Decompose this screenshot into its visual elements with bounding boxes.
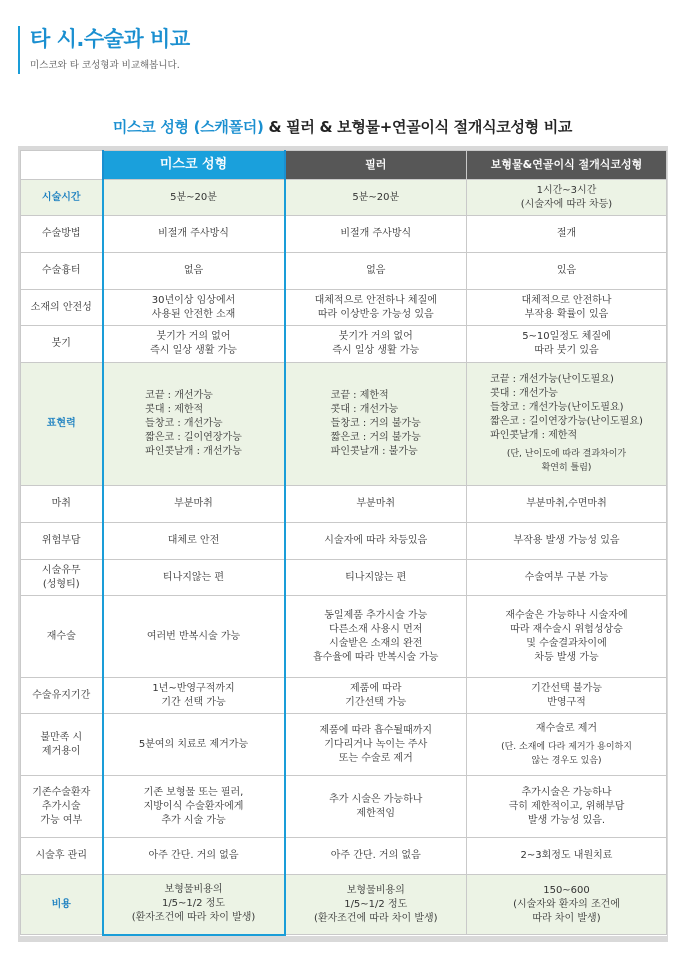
cell-implant [467,326,667,363]
cell-line: 30년이상 임상에서 [151,294,236,306]
cell-line: 추가시술은 가능하나 [521,786,612,798]
cell-line: 즉시 일상 생활 가능 [332,345,420,356]
table-row [21,560,667,596]
cell-line: 부분마취,수면마취 [526,498,607,509]
table-row [21,875,667,935]
cell-line: 붓기가 거의 없어 [156,331,231,342]
cell-line: 시술후 관리 [35,850,87,861]
cell-line: 코끝 : 제한적 [330,390,389,401]
cell-line: 재수술 [46,630,76,642]
cell-line: 수술여부 구분 가능 [524,571,609,583]
cell-line: (시술자와 환자의 조건에 [513,898,620,910]
cell-line: 따라 차이 발생) [532,912,601,924]
cell-line: 절개 [556,228,577,239]
cell-line: 시술받은 소재의 완전 [329,637,423,649]
cell-implant [467,838,667,875]
column-header-misco: 미스코 성형 [103,151,285,180]
cell-line: 코끝 : 개선가능 [145,390,213,401]
row-label [21,326,103,363]
cell-line: 제품에 따라 흡수될때까지 [319,724,433,736]
cell-misco [103,714,285,776]
cell-misco [103,523,285,560]
cell-misco [103,486,285,523]
cell-line: 티나지않는 편 [162,571,225,583]
cell-line: 5~10일정도 체질에 [522,331,611,342]
cell-filler [285,180,467,216]
cell-line: 제품에 따라 [350,682,402,694]
cell-filler [285,216,467,253]
cell-line: 파인콧날개 : 불가능 [330,446,418,457]
cell-filler [285,486,467,523]
cell-line: 붓기 [51,338,71,349]
cell-filler [285,523,467,560]
cell-filler [285,596,467,678]
cell-implant [467,486,667,523]
cell-line: 재수술로 제거 [535,722,598,734]
cell-line: 파인콧날개 : 제한적 [490,430,578,441]
cell-note-line: (단. 소재에 다라 제거가 용이하지 [501,741,632,752]
row-label [21,776,103,838]
cell-line: 따라 붓기 있음 [534,345,599,356]
cell-line: 들창코 : 거의 불가능 [330,418,421,429]
row-label [21,838,103,875]
cell-line: 동일제품 추가시술 가능 [324,609,428,621]
cell-line: 즉시 일상 생활 가능 [150,345,237,356]
cell-line: 부분마취 [356,498,396,509]
row-label [21,523,103,560]
cell-line: 비절개 주사방식 [340,228,412,239]
table-row [21,714,667,776]
cell-note-line: 않는 경우도 있음) [531,755,602,766]
row-label [21,875,103,935]
cell-implant [467,776,667,838]
table-row [21,523,667,560]
cell-implant-note [471,447,662,475]
table-row [21,486,667,523]
cell-line: 시술유무 [41,564,81,576]
cell-filler [285,363,467,486]
comparison-title [0,116,685,137]
cell-line: 수술방법 [41,228,81,239]
cell-line: 재수술은 가능하나 시술자에 [505,609,628,621]
cell-implant [467,596,667,678]
cell-implant-note [471,740,662,768]
cell-implant [467,875,667,935]
cell-note-line: (단, 난이도에 따라 결과차이가 [506,449,627,459]
table-row [21,326,667,363]
table-row [21,776,667,838]
cell-implant [467,714,667,776]
cell-line: (환자조건에 따라 차이 발생) [313,912,438,924]
cell-line: 5분~20분 [170,191,217,203]
cell-line: 다른소재 사용시 먼저 [329,623,423,635]
row-label [21,216,103,253]
cell-line: 들창코 : 개선가능 [145,418,223,429]
comparison-title-highlight: 미스코 성형 (스캐폴더) [112,118,264,136]
cell-line: 아주 간단. 거의 없음 [330,850,421,861]
cell-filler [285,326,467,363]
cell-line: 발생 가능성 있음. [527,814,606,826]
cell-line: 짧은코 : 거의 불가능 [330,432,421,443]
cell-misco [103,326,285,363]
row-label [21,596,103,678]
row-label [21,180,103,216]
row-label [21,486,103,523]
cell-misco [103,776,285,838]
comparison-table [20,150,667,936]
cell-line: 추가 시술 가능 [161,814,226,826]
cell-misco [103,596,285,678]
cell-filler [285,560,467,596]
cell-line: 사용된 안전한 소재 [151,308,236,320]
cell-line: 5분~20분 [352,191,400,203]
cell-filler [285,290,467,326]
cell-line: 시술시간 [41,191,81,203]
cell-misco [103,875,285,935]
cell-misco [103,290,285,326]
cell-filler [285,875,467,935]
table-row [21,363,667,486]
cell-line: 소재의 안전성 [30,301,92,313]
cell-misco [103,216,285,253]
table-row [21,180,667,216]
cell-implant [467,523,667,560]
cell-line: 가능 여부 [40,814,83,826]
cell-line: 따라 이상반응 가능성 있음 [317,308,434,320]
cell-line: 1/5~1/2 정도 [161,898,226,910]
cell-line: 제거용이 [41,745,81,757]
table-row [21,253,667,290]
page-header [18,26,190,74]
cell-implant [467,363,667,486]
cell-implant [467,560,667,596]
cell-line: (성형티) [42,578,80,590]
cell-line: 아주 간단. 거의 없음 [148,850,239,861]
cell-implant [467,180,667,216]
cell-line: 코끝 : 개선가능(난이도필요) [490,374,614,385]
page-title: 타 시.수술과 비교 [30,27,190,51]
cell-implant [467,290,667,326]
cell-line: 기존 보형물 또는 필러, [143,786,244,798]
cell-line: 짧은코 : 길이연장가능(난이도필요) [490,416,643,427]
cell-line: 수술유지기간 [32,689,91,701]
cell-filler-list [331,389,421,459]
table-corner-cell [21,151,103,180]
cell-implant [467,216,667,253]
page-subtitle: 미스코와 타 코성형과 비교해봅니다. [30,60,180,71]
cell-misco-list [145,389,242,459]
row-label [21,714,103,776]
cell-line: 기다리거나 녹이는 주사 [324,738,428,750]
cell-line: 1시간~3시간 [536,184,597,196]
cell-line: 불만족 시 [40,731,83,743]
cell-line: 또는 수술로 제거 [338,752,413,764]
cell-line: 기존수술환자 [32,786,91,798]
cell-line: 따라 재수술시 위험성상승 [510,623,623,635]
cell-filler [285,776,467,838]
cell-line: 제한적임 [356,807,396,819]
cell-line: 마취 [51,498,71,509]
cell-line: 콧대 : 제한적 [145,404,204,415]
cell-line: 흡수율에 따라 반복시술 가능 [313,651,439,663]
cell-line: 기간선택 불가능 [531,682,602,694]
cell-line: 짧은코 : 길이연장가능 [145,432,242,443]
cell-line: 1/5~1/2 정도 [344,898,408,910]
cell-line: 150~600 [543,884,590,896]
cell-filler [285,714,467,776]
cell-implant-list [490,373,643,443]
cell-line: (환자조건에 따라 차이 발생) [131,912,256,924]
cell-implant [467,678,667,714]
column-header-implant: 보형물&연골이식 절개식코성형 [467,151,667,180]
cell-line: 티나지않는 편 [345,571,407,583]
comparison-table-frame [18,146,668,942]
table-row [21,216,667,253]
cell-line: 없음 [366,265,386,276]
table-row [21,290,667,326]
row-label [21,678,103,714]
cell-line: 붓기가 거의 없어 [338,331,413,342]
cell-line: 콧대 : 개선가능 [330,404,399,415]
table-row [21,596,667,678]
row-label [21,363,103,486]
cell-misco [103,678,285,714]
cell-line: 대체적으로 안전하나 체질에 [314,294,437,306]
table-row [21,678,667,714]
cell-line: (시술자에 따라 차등) [520,198,613,210]
cell-line: 부작용 발생 가능성 있음 [513,535,620,546]
cell-line: 보형물비용의 [346,884,405,896]
column-header-filler: 필러 [285,151,467,180]
cell-line: 추가 시술은 가능하나 [329,793,423,805]
cell-filler [285,253,467,290]
cell-line: 1년~반영구적까지 [152,682,235,694]
cell-note-line: 확연히 틀림) [541,463,592,473]
table-row [21,838,667,875]
cell-line: 비용 [51,898,71,910]
cell-implant [467,253,667,290]
cell-line: 차등 발생 가능 [534,651,599,663]
cell-misco [103,253,285,290]
cell-line: 기간선택 가능 [345,696,407,708]
row-label [21,253,103,290]
cell-line: 표현력 [46,418,76,429]
row-label [21,290,103,326]
cell-line: 들창코 : 개선가능(난이도필요) [490,402,624,413]
cell-line: 수술흉터 [41,265,81,276]
cell-line: 비절개 주사방식 [158,228,229,239]
cell-line: 2~3회정도 내원치료 [520,850,613,861]
cell-line: 추가시술 [41,800,81,812]
cell-filler [285,678,467,714]
cell-line: 기간 선택 가능 [161,696,226,708]
row-label [21,560,103,596]
cell-line: 보형물비용의 [164,884,223,896]
cell-line: 없음 [183,265,204,276]
cell-line: 5분여의 치료로 제거가능 [138,738,249,750]
cell-line: 극히 제한적이고, 위해부담 [508,800,625,812]
cell-line: 시술자에 따라 차등있음 [324,535,428,546]
cell-line: 위험부담 [41,535,81,546]
cell-line: 대체로 안전 [167,535,220,546]
cell-line: 파인콧날개 : 개선가능 [145,446,242,457]
cell-line: 및 수술결과차이에 [526,637,607,649]
cell-line: 있음 [556,265,577,276]
cell-misco [103,363,285,486]
cell-misco [103,180,285,216]
cell-line: 지방이식 수술환자에게 [143,800,244,812]
cell-line: 대체적으로 안전하나 [521,294,612,306]
cell-line: 콧대 : 개선가능 [490,388,558,399]
cell-line: 여러번 반복시술 가능 [146,630,241,642]
comparison-title-rest: & 필러 & 보형물+연골이식 절개식코성형 비교 [263,118,573,136]
cell-line: 부작용 확률이 있음 [524,308,609,320]
cell-misco [103,838,285,875]
cell-line: 부분마취 [174,498,213,509]
cell-filler [285,838,467,875]
cell-line: 반영구적 [547,696,586,708]
cell-misco [103,560,285,596]
